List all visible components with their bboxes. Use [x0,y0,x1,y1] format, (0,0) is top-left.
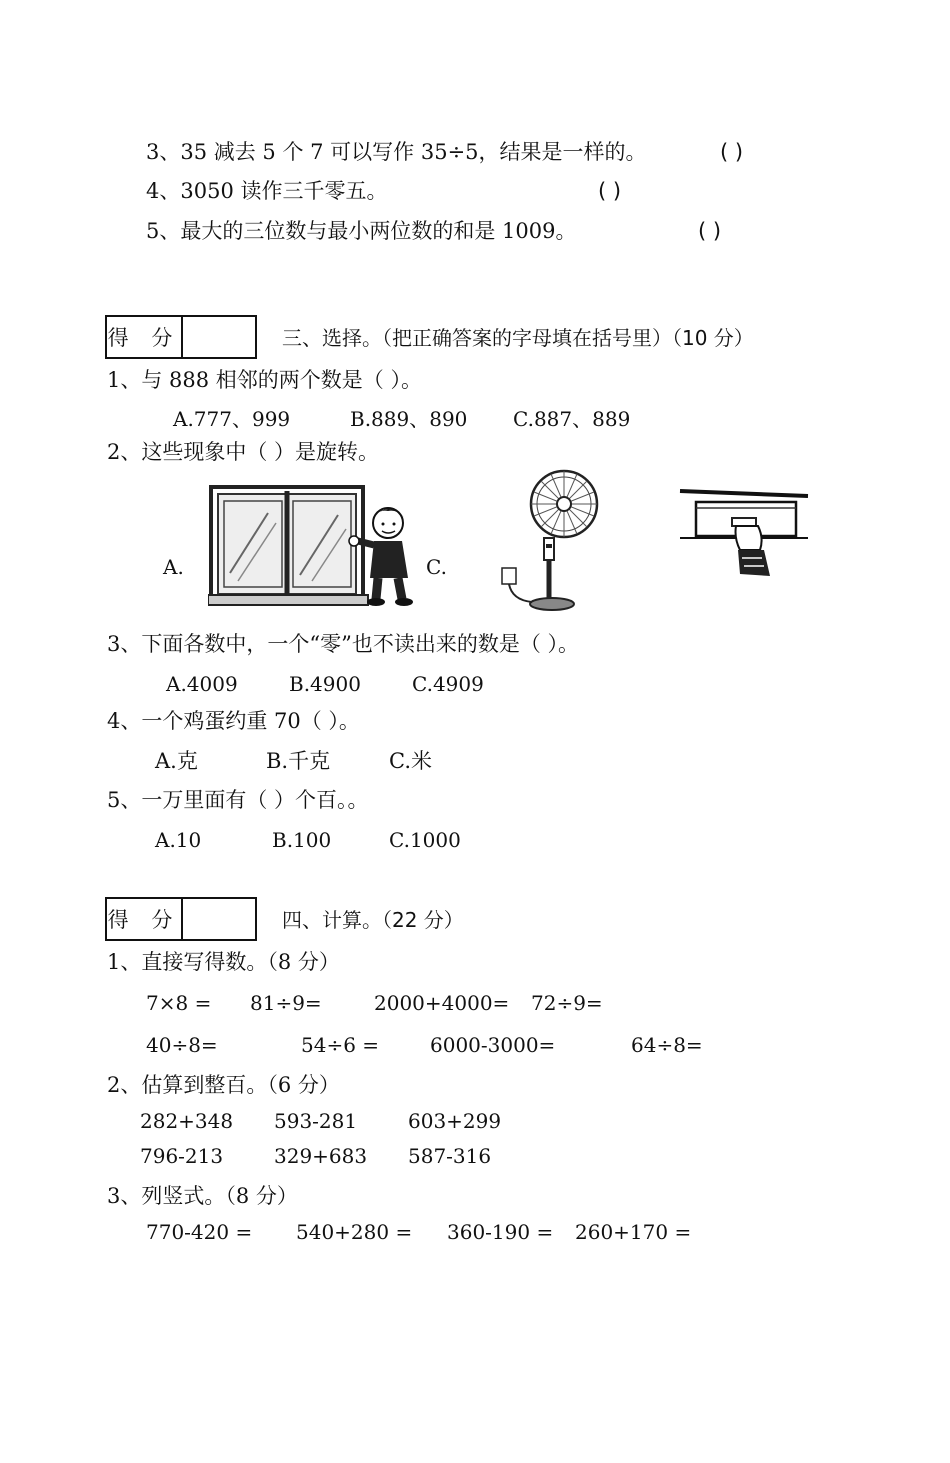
s3-q3-option-b: B.4900 [289,672,361,696]
s4-q3-expr: 260+170 = [575,1220,692,1244]
score-blank[interactable] [183,899,255,939]
s4-q1-expr: 72÷9= [531,991,603,1015]
s4-q3-expr: 770-420 = [146,1220,253,1244]
judge-answer-paren-5[interactable]: ( ) [698,219,722,243]
s3-q5-option-a: A.10 [155,828,202,852]
s4-q2-expr: 329+683 [274,1144,368,1168]
s4-q2-expr: 603+299 [408,1109,502,1133]
score-box-section3 [105,315,257,359]
s3-q4-option-c: C.米 [389,749,432,773]
s4-q3-expr: 540+280 = [296,1220,413,1244]
judge-item-3: 3、35 减去 5 个 7 可以写作 35÷5，结果是一样的。 [146,140,647,164]
s3-q4-option-b: B.千克 [266,749,331,773]
s4-q1-expr: 7×8 = [146,991,212,1015]
window-sliding-illustration [208,483,433,608]
s3-q4-option-a: A.克 [155,749,198,773]
judge-answer-paren-4[interactable]: ( ) [598,179,622,203]
s4-q2-stem: 2、估算到整百。（6 分） [107,1073,340,1097]
score-label: 得 分 [107,899,183,939]
s3-q2-option-c: C. [426,555,447,579]
s3-q5-stem: 5、一万里面有（ ）个百。。 [107,788,369,812]
s4-q1-expr: 54÷6 = [301,1033,380,1057]
s3-q1-option-c: C.887、889 [513,407,631,431]
drawer-pulling-illustration [678,488,810,580]
s4-q1-expr: 64÷8= [631,1033,703,1057]
s4-q1-expr: 81÷9= [250,991,322,1015]
section3-title: 三、选择。（把正确答案的字母填在括号里）（10 分） [282,326,754,350]
s3-q2-option-a: A. [163,555,184,579]
judge-item-5: 5、最大的三位数与最小两位数的和是 1009。 [146,219,577,243]
s3-q5-option-b: B.100 [272,828,332,852]
s3-q5-option-c: C.1000 [389,828,461,852]
score-label: 得 分 [107,317,183,357]
score-blank[interactable] [183,317,255,357]
s4-q2-expr: 796-213 [140,1144,224,1168]
s3-q1-option-b: B.889、890 [350,407,468,431]
s4-q2-expr: 593-281 [274,1109,358,1133]
s3-q2-stem: 2、这些现象中（ ）是旋转。 [107,440,380,464]
electric-fan-illustration [498,468,608,613]
s3-q3-option-a: A.4009 [166,672,238,696]
judge-answer-paren-3[interactable]: ( ) [720,140,744,164]
s4-q2-expr: 282+348 [140,1109,234,1133]
s4-q2-expr: 587-316 [408,1144,492,1168]
s4-q3-stem: 3、列竖式。（8 分） [107,1184,298,1208]
score-box-section4 [105,897,257,941]
s4-q1-expr: 2000+4000= [374,991,510,1015]
s3-q3-option-c: C.4909 [412,672,484,696]
section4-title: 四、计算。（22 分） [282,908,464,932]
judge-item-4: 4、3050 读作三千零五。 [146,179,388,203]
s3-q4-stem: 4、一个鸡蛋约重 70（ ）。 [107,709,360,733]
s3-q1-option-a: A.777、999 [173,407,291,431]
s4-q1-expr: 6000-3000= [430,1033,556,1057]
s4-q3-expr: 360-190 = [447,1220,554,1244]
s3-q1-stem: 1、与 888 相邻的两个数是（ ）。 [107,368,422,392]
s4-q1-expr: 40÷8= [146,1033,218,1057]
s4-q1-stem: 1、直接写得数。（8 分） [107,950,340,974]
s3-q3-stem: 3、下面各数中，一个“零”也不读出来的数是（ ）。 [107,632,580,656]
